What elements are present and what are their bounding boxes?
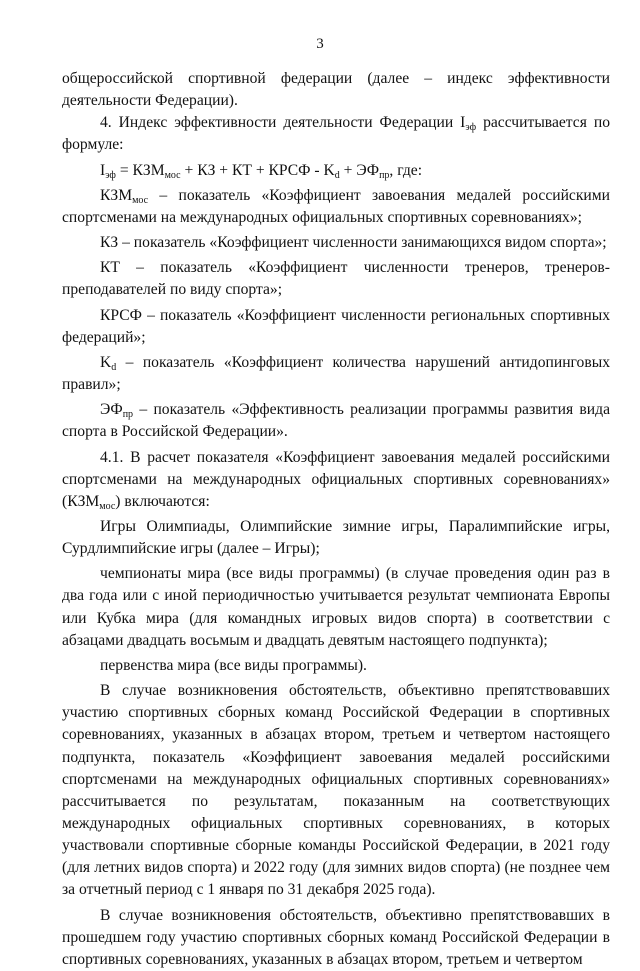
paragraph-kd-definition (62, 352, 610, 396)
paragraph-world-junior-championships: первенства мира (все виды программы). (100, 656, 367, 674)
paragraph-4-1 (62, 447, 610, 513)
paragraph-efpr-definition (62, 399, 610, 443)
kd-subscript: d (111, 361, 117, 373)
formula-sub-a: эф (105, 169, 116, 181)
paragraph-games: Игры Олимпиады, Олимпийские зимние игры, Паралимпийские игры, Сурдлимпийские игры (далее – Игры); (62, 517, 610, 558)
formula-part-e: , где: (389, 161, 423, 179)
formula (62, 160, 610, 182)
formula-sub-d: пр (379, 169, 390, 181)
kzm-term: КЗМ (100, 186, 133, 204)
formula-part-c: + КЗ + КТ + КРСФ - K (180, 161, 335, 179)
kzm-description: – показатель «Коэффициент завоевания медалей российскими спортсменами на международных официальных спортивных соревнованиях»; (62, 186, 610, 226)
index-intro-text: 4. Индекс эффективности деятельности Федерации I (100, 114, 466, 132)
efpr-description: – показатель «Эффективность реализации программы развития вида спорта в Российской Федерации». (62, 401, 610, 441)
paragraph-circumstances-2: В случае возникновения обстоятельств, объективно препятствовавших в прошедшем году участию спортивных сборных команд Российской Федерации в спортивных соревнованиях, указанных в абзацах втором, третьем и четвертом (62, 906, 610, 968)
page-number: 3 (316, 36, 324, 52)
kd-description: – показатель «Коэффициент количества нарушений антидопинговых правил»; (62, 353, 610, 394)
paragraph-krsf-definition: КРСФ – показатель «Коэффициент численности региональных спортивных федераций»; (62, 306, 610, 346)
index-intro-tail: рассчитывается по формуле: (62, 114, 611, 154)
document-body (62, 68, 610, 971)
efpr-subscript: пр (122, 409, 134, 421)
kd-term: K (100, 353, 112, 371)
efpr-term: ЭФ (100, 401, 123, 419)
formula-part-d: + ЭФ (339, 161, 380, 179)
index-subscript: эф (465, 122, 477, 134)
paragraph-circumstances-1: В случае возникновения обстоятельств, объективно препятствовавших участию спортивных сборных команд Российской Федерации в спортивных соревнованиях, указанных в абзацах втором, третьем и четвертом настоящего подпункта, показатель «Коэффициент завоевания медалей российскими спортсменами на международных официальных спортивных соревнованиях» рассчитывается по результатам, показанным на соответствующих международных официальных спортивных соревнованиях, в которых участвовали спортивные сборные команды Российской Федерации, в 2021 году (для летних видов спорта) и 2022 году (для зимних видов спорта) (не позднее чем за отчетный период с 1 января по 31 декабря 2025 года). (62, 682, 610, 899)
p4-1-text: 4.1. В расчет показателя «Коэффициент завоевания медалей российскими спортсменами на международных официальных спортивных соревнованиях» (КЗМ (62, 448, 610, 510)
paragraph-kzm-definition (62, 185, 610, 229)
formula-sub-c: d (334, 169, 340, 181)
paragraph-federation-index: общероссийской спортивной федерации (далее – индекс эффективности деятельности Федерации). (62, 70, 610, 110)
formula-sub-b: мос (164, 169, 181, 181)
paragraph-kt-definition: КТ – показатель «Коэффициент численности тренеров, тренеров-преподавателей по виду спорта»; (62, 259, 610, 299)
paragraph-index-definition (62, 112, 610, 156)
formula-part-b: = КЗМ (115, 161, 165, 179)
kzm-subscript: мос (132, 194, 149, 206)
formula-part-a: I (100, 161, 106, 179)
p4-1-subscript: мос (99, 500, 116, 512)
p4-1-tail: ) включаются: (115, 492, 210, 510)
paragraph-kz-definition: КЗ – показатель «Коэффициент численности занимающихся видом спорта»; (100, 234, 607, 252)
paragraph-world-championships: чемпионаты мира (все виды программы) (в случае проведения один раз в два года или с иной периодичностью учитывается результат чемпионата Европы или Кубка мира (для командных игровых видов спорта) в соответствии с абзацами двадцать восьмым и двадцать девятым настоящего подпункта); (62, 565, 610, 649)
